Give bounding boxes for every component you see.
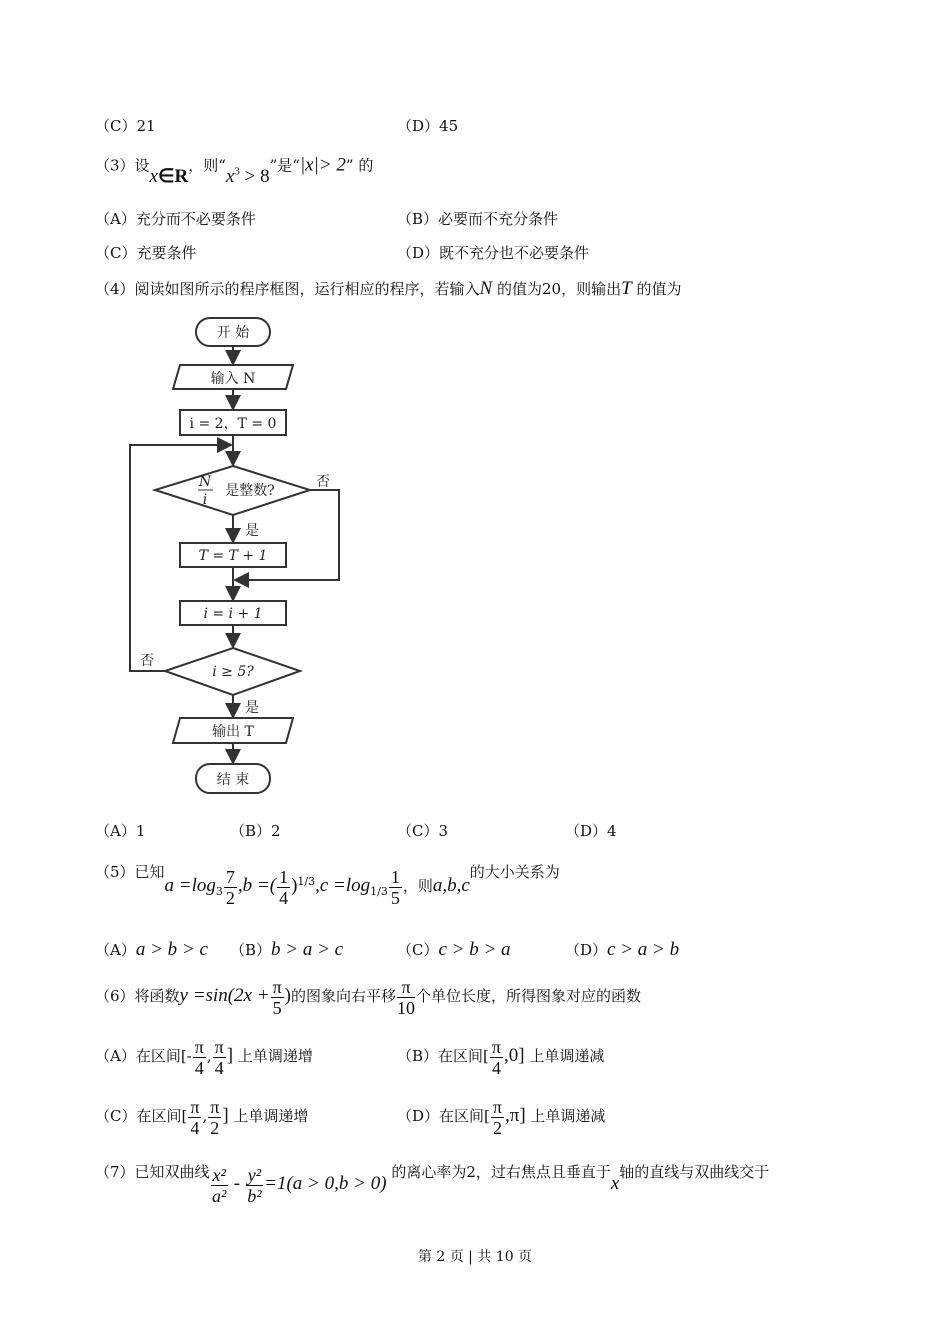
q6-option-a: （A）在区间[- $\frac{\pi}{4}$ , $\frac{\pi}{4}$ ] 上单调递增: [95, 1036, 313, 1078]
q3-option-d: （D）既不充分也不必要条件: [397, 244, 590, 262]
flow-no2: 否: [140, 653, 154, 669]
flow-step-t-label: T = T + 1: [198, 548, 268, 564]
q4-option-c: （C）3: [397, 822, 449, 840]
page-footer: 第 2 页 | 共 10 页: [417, 1249, 533, 1265]
q2-option-d: （D）45: [397, 117, 459, 135]
q3-option-c: （C）充要条件: [95, 244, 197, 262]
q3-option-b: （B）必要而不充分条件: [397, 210, 559, 228]
question-4: （4）阅读如图所示的程序框图，运行相应的程序，若输入N 的值为20，则输出T 的值为: [95, 278, 682, 299]
flow-cond1-num: N: [198, 474, 212, 490]
flow-yes1: 是: [245, 523, 259, 539]
q6-option-d: （D）在区间[ $\frac{\pi}{2}$ ,π] 上单调递减: [397, 1096, 606, 1138]
q5-option-a: （A）a > b > c: [95, 939, 208, 960]
q2-option-c: （C）21: [95, 117, 156, 135]
flow-no1: 否: [316, 474, 330, 490]
q5-option-b: （B）b > a > c: [230, 939, 344, 960]
question-3: （3）设x∈R，则“$x^3 > 8$”是“|x|> 2” 的: [95, 154, 374, 188]
flow-cond2-label: i ≥ 5?: [212, 664, 254, 680]
flow-cond1-text: 是整数?: [225, 483, 275, 499]
q6-option-c: （C）在区间[ $\frac{\pi}{4}$ , $\frac{\pi}{2}$ ] 上单调递增: [95, 1096, 309, 1138]
flow-input-label: 输入 N: [210, 371, 256, 387]
flow-end-label: 结 束: [216, 772, 250, 788]
q3-option-a: （A）充分而不必要条件: [95, 210, 256, 228]
flow-output-label: 输出 T: [212, 724, 254, 740]
q6-option-b: （B）在区间[ $\frac{\pi}{4}$ ,0] 上单调递减: [397, 1036, 605, 1078]
flow-yes2: 是: [245, 700, 259, 716]
q4-option-a: （A）1: [95, 822, 146, 840]
question-5: （5）已知$a =\log_3$ $\frac{7}{2}$ ,b =( $\frac{1}{4}$ )$^{1/3},c =\log_{1/3}$ $\frac{1}{5}$ ，则a,b,c的大小关系为: [95, 863, 560, 908]
q4-option-d: （D）4: [565, 822, 617, 840]
flow-cond1-den: i: [202, 492, 208, 508]
question-6: （6）将函数y =sin(2x + $\frac{\pi}{5}$ )的图象向右平移 $\frac{\pi}{10}$ 个单位长度，所得图象对应的函数: [95, 976, 642, 1018]
q5-option-d: （D）c > a > b: [565, 939, 680, 960]
q5-option-c: （C）c > b > a: [397, 939, 511, 960]
flow-step-i-label: i = i + 1: [203, 606, 263, 622]
flow-init-label: i = 2，T = 0: [189, 416, 277, 432]
question-7: （7）已知双曲线 $\frac{\text{x²}}{\text{a²}}$ - $\frac{\text{y²}}{\text{b²}}$ =1(a > 0,b > 0) 的离心率为2，过右焦点且垂直于x轴的直线与双曲线交于: [95, 1163, 770, 1206]
q4-option-b: （B）2: [230, 822, 281, 840]
flow-start-label: 开 始: [216, 325, 250, 341]
